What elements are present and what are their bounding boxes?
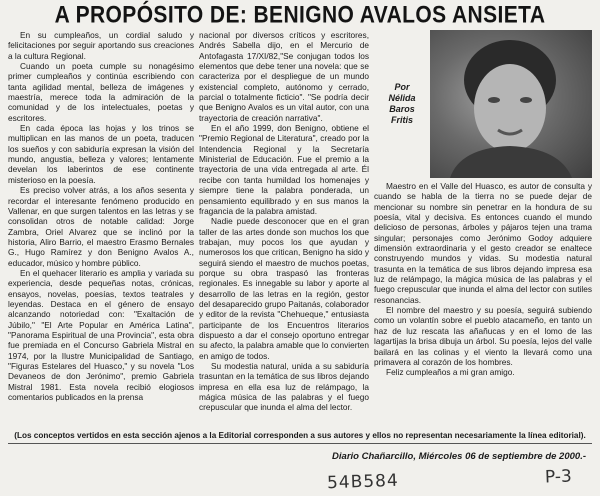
- paragraph: El nombre del maestro y su poesía, seguirá subiendo como un volantín sobre el pueblo atacameño, en tanto un haz de luz rescata las añañucas y en el lomo de las lagartijas la brisa dibuja un árbol. Su poesía, lejos del valle bailará en las colinas y el viento la llevará como una primavera al corazón de los hombres.: [374, 305, 592, 367]
- article-column-3: [374, 181, 592, 378]
- author-photo: [430, 30, 592, 178]
- paragraph: En cada época las hojas y los trinos se multiplican en las manos de un poeta, traducen los sueños y con sabiduría expresan la visión del mundo, angustia, belleza y valores; lentamente develan los laberintos de ese continente misterioso en la poesía.: [8, 123, 194, 185]
- byline-line: Por: [394, 82, 410, 92]
- paragraph: En el quehacer literario es amplia y variada su experiencia, desde pequeñas notas, crónicas, ensayos, novelas, poesías, textos teatrales y leyendas. Destaca en el género de ensayo alcanzando notoriedad con: "Exaltación de Júbilo," "El Arte Popular en América Latina", "Panorama Espiritual de una Provincia", esta obra fue premiada en el Concurso Gabriela Mistral en 1974, por la Ilustre Municipalidad de Santiago, "Figuras Estelares del Huasco," y su novela "Los Devaneos de don Jerónimo", premio Gabriela Mistral 1981. Esta novela recibió elogiosos comentarios publicados en la prensa: [8, 267, 194, 403]
- source-citation: Diario Chañarcillo, Miércoles 06 de septiembre de 2000.-: [332, 451, 586, 462]
- article-column-1: [8, 30, 194, 402]
- paragraph: Nadie puede desconocer que en el gran taller de las artes donde son muchos los que trabajan, muy pocos los que ayudan y numerosos los que critican, Benigno ha sido y seguirá siendo el maestro de muchos poetas, porque su obra traspasó las fronteras regionales. Es innegable su labor y aporte al desarrollo de las letras en la región, gestor del desaparecido grupo Paitanás, colaborador y editor de la revista "Chehueque," entusiasta participante de los Encuentros literarios dispuesto a dar el consejo oportuno entregar su afecto, la palabra amable que lo convierten en amigo de todos.: [199, 216, 369, 361]
- handwritten-archive-code: 54B584: [326, 470, 400, 494]
- paragraph: En el año 1999, don Benigno, obtiene el "Premio Regional de Literatura", creado por la Intendencia Regional y la Secretaría Ministerial de Educación. Fue el premio a la trayectoria de una vida entregada al arte. Él recibe con tanta humildad los homenajes y siempre tiene la palabra ponderada, un pensamiento equilibrado y en sus manos la fragancia de la palabra amistad.: [199, 123, 369, 216]
- paragraph: Cuando un poeta cumple su nonagésimo primer cumpleaños y continúa escribiendo con tanta agilidad mental, belleza de imágenes y maestría, merece toda la admiración de la comunidad y de los intelectuales, poetas y escritores.: [8, 61, 194, 123]
- byline-line: Baros: [389, 104, 415, 114]
- editorial-disclaimer: (Los conceptos vertidos en esta sección ajenos a la Editorial corresponden a sus autores y ellos no representan necesariamente la línea editorial).: [14, 431, 586, 440]
- divider: [8, 443, 592, 444]
- article-column-2: [199, 30, 369, 413]
- byline-line: Fritis: [390, 115, 413, 125]
- paragraph: En su cumpleaños, un cordial saludo y felicitaciones por seguir aportando sus creaciones a la cultura Regional.: [8, 30, 194, 61]
- paragraph: nacional por diversos críticos y escritores, Andrés Sabella dijo, en el Mercurio de Antofagasta 17/XI/82,"Se conjugan todos los elementos que debe tener una novela: que se caracteriza por el despliegue de un mundo existencial completo, autónomo y cerrado, parcial o totalmente ficticio". "Se podría decir que Benigno Avalos es un vital autor, con una trayectoria de creación narrativa".: [199, 30, 369, 123]
- handwritten-page-number: P-3: [544, 466, 573, 488]
- portrait-image: [430, 30, 592, 178]
- paragraph: Su modestia natural, unida a su sabiduría trasuntan en la temática de sus libros dejando impresa en ella esa luz de relámpago, la mágica música de las palabras y el fuego crepuscular que inunda el alma del lector.: [199, 361, 369, 413]
- byline-line: Nélida: [388, 93, 416, 103]
- paragraph: Es preciso volver atrás, a los años sesenta y recordar el interesante fenómeno producido en Vallenar, en que surgen talentos en las letras y se consolidan otros de notable calidad: Jorge Zambra, Oriel Alvarez que se inclinó por la historia, Aliro Barrio, el maestro Erasmo Bernales G., Hugo Ramírez y don Benigno Avalos A., educador, músico y hombre público.: [8, 185, 194, 268]
- paragraph: Feliz cumpleaños a mi gran amigo.: [386, 367, 515, 378]
- paragraph: Maestro en el Valle del Huasco, es autor de consulta y cuando se habla de la tierra no se puede dejar de mencionar su nombre sin penetrar en la hondura de su poesía, vital y decisiva. Es entonces cuando el mundo delicioso de personas, árboles y pájaros tejen una trama singular; personajes como Jerónimo Godoy adquiere dimensión extraordinaria y el gesto creador se enaltece construyendo mundos y vidas. Su modestia natural trasunta en la temática de sus libros dejando impresa esa luz de relámpago, la mágica música de las palabras y el fuego crepuscular que inunda el alma del lector con sutiles resonancias.: [374, 181, 592, 305]
- author-photo-block: [374, 30, 592, 180]
- article-headline: A PROPÓSITO DE: BENIGNO AVALOS ANSIETA: [54, 2, 546, 29]
- byline: [374, 82, 430, 126]
